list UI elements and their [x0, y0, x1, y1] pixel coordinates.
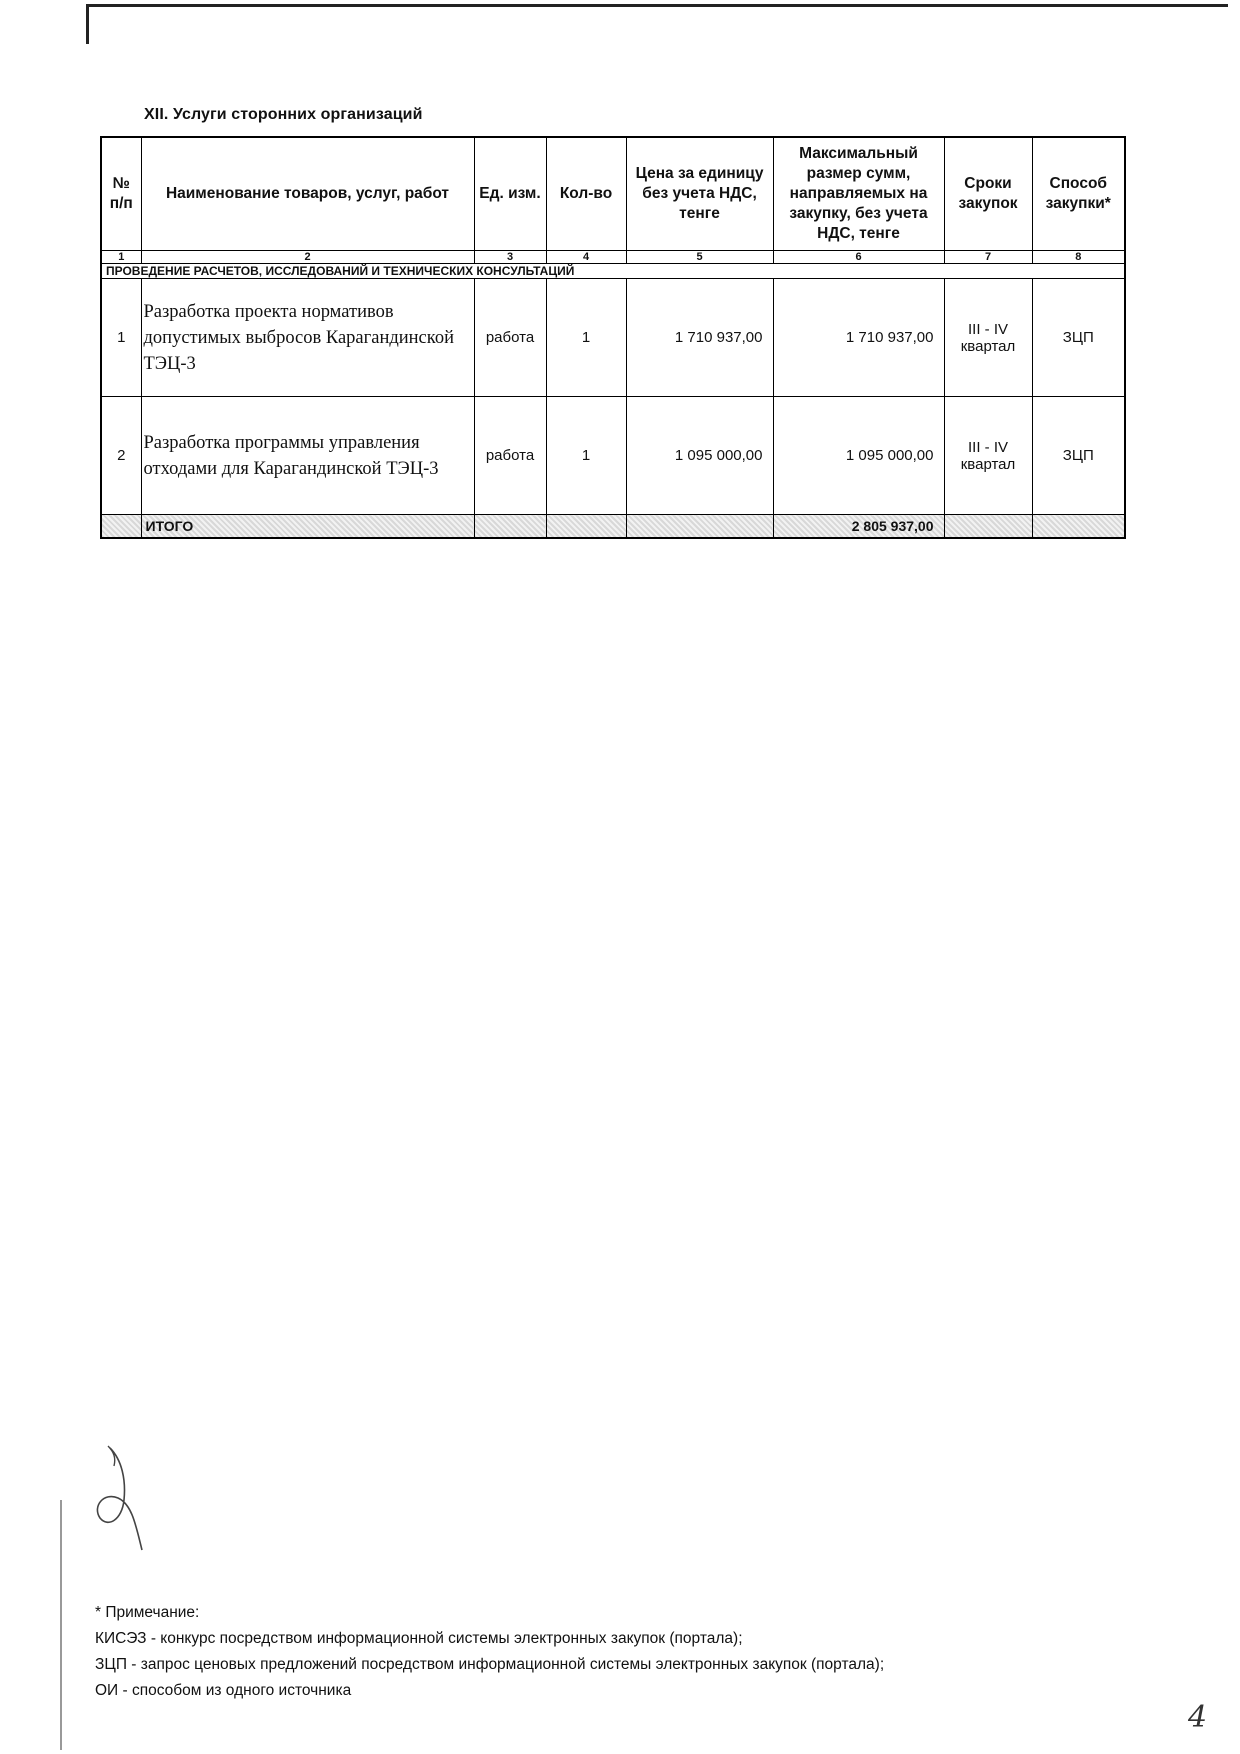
- header-name: Наименование товаров, услуг, работ: [141, 137, 474, 251]
- header-unit: Ед. изм.: [474, 137, 546, 251]
- total-empty: [474, 515, 546, 539]
- column-number: 1: [101, 251, 141, 264]
- header-qty: Кол-во: [546, 137, 626, 251]
- row-period: III - IV квартал: [944, 279, 1032, 397]
- column-number: 4: [546, 251, 626, 264]
- table-row: [101, 279, 1125, 397]
- table-row: [101, 397, 1125, 515]
- header-method: Способ закупки*: [1032, 137, 1125, 251]
- header-max-sum: Максимальный размер сумм, направляемых на закупку, без учета НДС, тенге: [773, 137, 944, 251]
- total-label: ИТОГО: [141, 515, 474, 539]
- total-empty: [944, 515, 1032, 539]
- section-heading: ПРОВЕДЕНИЕ РАСЧЕТОВ, ИССЛЕДОВАНИЙ И ТЕХНИЧЕСКИХ КОНСУЛЬТАЦИЙ: [101, 264, 1125, 279]
- column-number: 2: [141, 251, 474, 264]
- total-value: 2 805 937,00: [773, 515, 944, 539]
- row-period: III - IV квартал: [944, 397, 1032, 515]
- handwritten-signature: [90, 1440, 160, 1560]
- row-unit: работа: [474, 279, 546, 397]
- row-num: 1: [101, 279, 141, 397]
- header-price: Цена за единицу без учета НДС, тенге: [626, 137, 773, 251]
- column-number: 5: [626, 251, 773, 264]
- scan-border-left: [86, 4, 89, 44]
- header-row: [101, 137, 1125, 251]
- row-qty: 1: [546, 279, 626, 397]
- footnote-title: * Примечание:: [95, 1604, 200, 1621]
- row-price: 1 095 000,00: [626, 397, 773, 515]
- footnotes: [95, 1600, 884, 1704]
- row-name: Разработка программы управления отходами для Карагандинской ТЭЦ-3: [141, 397, 474, 515]
- scan-border-top: [88, 4, 1228, 7]
- row-method: ЗЦП: [1032, 397, 1125, 515]
- footnote-line: ЗЦП - запрос ценовых предложений посредством информационной системы электронных закупок (портала);: [95, 1656, 885, 1673]
- row-name: Разработка проекта нормативов допустимых выбросов Карагандинской ТЭЦ-3: [141, 279, 474, 397]
- row-method: ЗЦП: [1032, 279, 1125, 397]
- row-max-sum: 1 095 000,00: [773, 397, 944, 515]
- column-number-row: [101, 251, 1125, 264]
- total-empty: [546, 515, 626, 539]
- total-empty: [101, 515, 141, 539]
- footnote-line: КИСЭЗ - конкурс посредством информационной системы электронных закупок (портала);: [95, 1630, 743, 1647]
- column-number: 8: [1032, 251, 1125, 264]
- section-heading-row: [101, 264, 1125, 279]
- column-number: 7: [944, 251, 1032, 264]
- total-empty: [626, 515, 773, 539]
- column-number: 3: [474, 251, 546, 264]
- total-empty: [1032, 515, 1125, 539]
- row-qty: 1: [546, 397, 626, 515]
- footnote-line: ОИ - способом из одного источника: [95, 1682, 352, 1699]
- header-num: № п/п: [101, 137, 141, 251]
- column-number: 6: [773, 251, 944, 264]
- total-row: [101, 515, 1125, 539]
- header-period: Сроки закупок: [944, 137, 1032, 251]
- row-max-sum: 1 710 937,00: [773, 279, 944, 397]
- page-number: 4: [1188, 1700, 1208, 1735]
- section-title: XII. Услуги сторонних организаций: [144, 106, 423, 123]
- row-price: 1 710 937,00: [626, 279, 773, 397]
- row-unit: работа: [474, 397, 546, 515]
- row-num: 2: [101, 397, 141, 515]
- scan-border-left-lower: [60, 1500, 62, 1750]
- procurement-table: [100, 136, 1126, 539]
